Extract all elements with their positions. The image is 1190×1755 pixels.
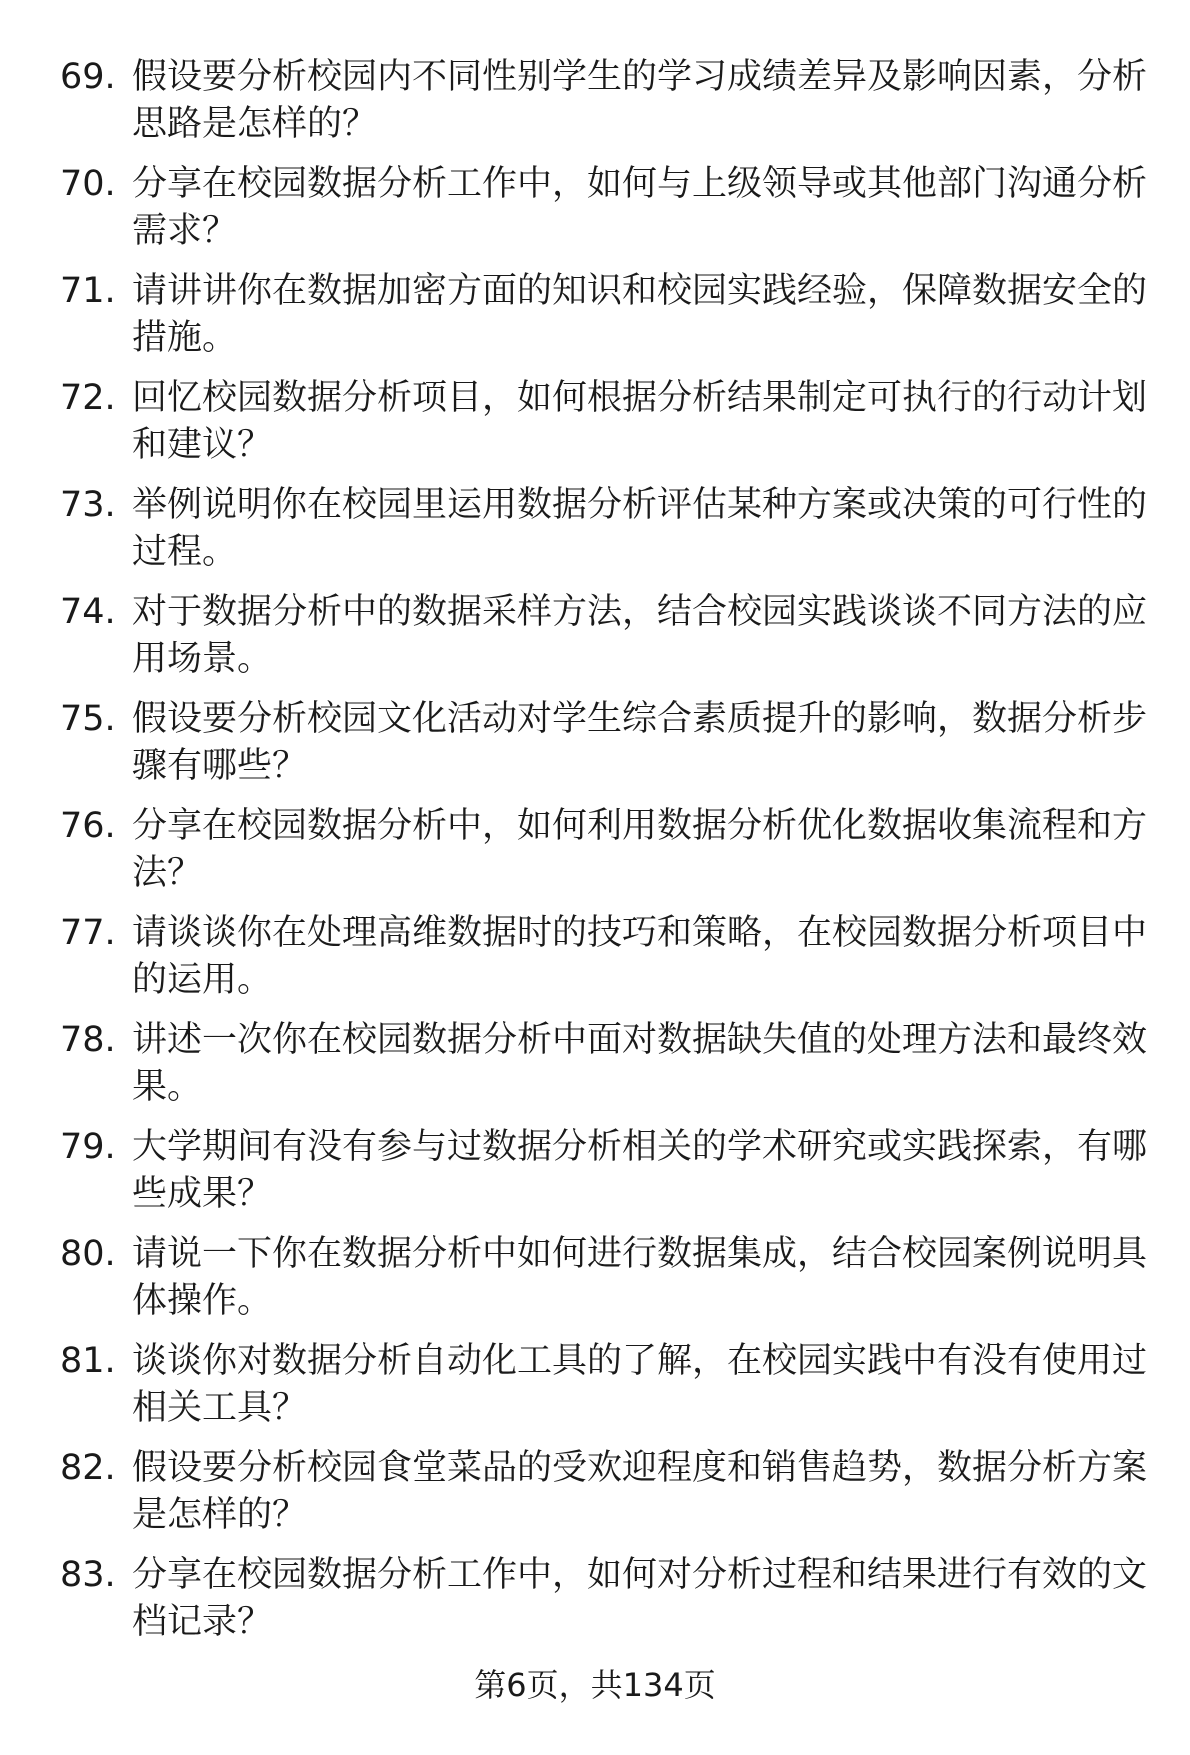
question-text: 讲述一次你在校园数据分析中面对数据缺失值的处理方法和最终效果。 (132, 1020, 1148, 1107)
list-item (60, 54, 1150, 161)
list-item (60, 1231, 1150, 1338)
question-number: 69. (60, 57, 116, 97)
list-item (60, 1124, 1150, 1231)
list-item (60, 1552, 1150, 1659)
question-text: 谈谈你对数据分析自动化工具的了解，在校园实践中有没有使用过相关工具？ (132, 1341, 1148, 1428)
question-text: 回忆校园数据分析项目，如何根据分析结果制定可执行的行动计划和建议？ (132, 378, 1148, 465)
question-number: 81. (60, 1341, 116, 1381)
question-text: 分享在校园数据分析工作中，如何对分析过程和结果进行有效的文档记录？ (132, 1555, 1148, 1642)
question-number: 70. (60, 164, 116, 204)
question-text: 请谈谈你在处理高维数据时的技巧和策略，在校园数据分析项目中的运用。 (132, 913, 1148, 1000)
question-number: 79. (60, 1127, 116, 1167)
list-item (60, 1338, 1150, 1445)
question-number: 72. (60, 378, 116, 418)
question-list (60, 54, 1150, 1659)
question-text: 分享在校园数据分析工作中，如何与上级领导或其他部门沟通分析需求？ (132, 164, 1148, 251)
question-text: 大学期间有没有参与过数据分析相关的学术研究或实践探索，有哪些成果？ (132, 1127, 1148, 1214)
question-number: 71. (60, 271, 116, 311)
question-text: 分享在校园数据分析中，如何利用数据分析优化数据收集流程和方法？ (132, 806, 1148, 893)
list-item (60, 268, 1150, 375)
list-item (60, 1445, 1150, 1552)
question-number: 83. (60, 1555, 116, 1595)
question-number: 73. (60, 485, 116, 525)
question-number: 74. (60, 592, 116, 632)
page-footer (0, 1665, 1190, 1705)
question-text: 对于数据分析中的数据采样方法，结合校园实践谈谈不同方法的应用场景。 (132, 592, 1148, 679)
question-text: 假设要分析校园内不同性别学生的学习成绩差异及影响因素，分析思路是怎样的？ (132, 57, 1148, 144)
question-text: 举例说明你在校园里运用数据分析评估某种方案或决策的可行性的过程。 (132, 485, 1148, 572)
question-text: 请讲讲你在数据加密方面的知识和校园实践经验，保障数据安全的措施。 (132, 271, 1148, 358)
question-number: 77. (60, 913, 116, 953)
question-text: 假设要分析校园文化活动对学生综合素质提升的影响，数据分析步骤有哪些？ (132, 699, 1148, 786)
list-item (60, 803, 1150, 910)
question-text: 请说一下你在数据分析中如何进行数据集成，结合校园案例说明具体操作。 (132, 1234, 1148, 1321)
list-item (60, 1017, 1150, 1124)
list-item (60, 375, 1150, 482)
question-number: 82. (60, 1448, 116, 1488)
question-number: 78. (60, 1020, 116, 1060)
question-number: 76. (60, 806, 116, 846)
page-number-label: 第6页，共134页 (474, 1666, 716, 1704)
question-number: 80. (60, 1234, 116, 1274)
question-text: 假设要分析校园食堂菜品的受欢迎程度和销售趋势，数据分析方案是怎样的？ (132, 1448, 1148, 1535)
list-item (60, 910, 1150, 1017)
question-number: 75. (60, 699, 116, 739)
list-item (60, 589, 1150, 696)
list-item (60, 482, 1150, 589)
list-item (60, 696, 1150, 803)
list-item (60, 161, 1150, 268)
